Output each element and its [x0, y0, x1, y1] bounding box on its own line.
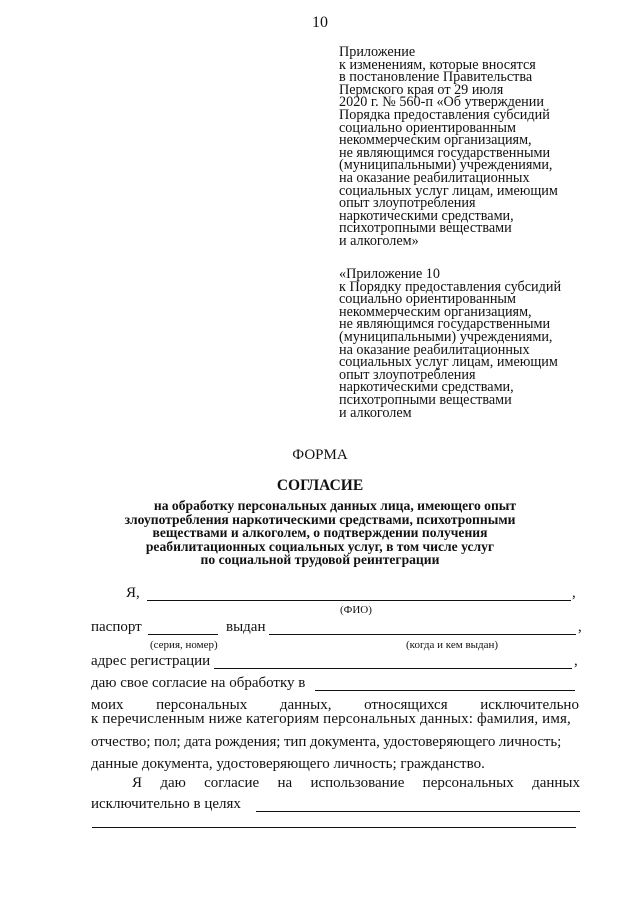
subtitle-line: по социальной трудовой реинтеграции: [200, 552, 440, 568]
body-line: данные документа, удостоверяющего личность; гражданство.: [91, 756, 485, 772]
appendix-note-line: к изменениям, которые вносятся: [339, 56, 536, 73]
document-title: СОГЛАСИЕ: [276, 477, 364, 494]
appendix-note-line: социальных услуг лицам, имеющим: [339, 182, 558, 199]
page-number: 10: [312, 14, 328, 31]
use-word: даю: [160, 775, 186, 791]
appendix-note-line: на оказание реабилитационных: [339, 169, 530, 186]
appendix-note-line: (муниципальными) учреждениями,: [339, 157, 553, 174]
justify-word: исключительно: [480, 697, 579, 713]
address-label: адрес регистрации: [91, 653, 211, 669]
appendix-10-line: наркотическими средствами,: [339, 379, 514, 396]
appendix-10-note: [339, 268, 639, 419]
subtitle-line: на обработку персональных данных лица, имеющего опыт: [153, 498, 517, 513]
issued-hint: (когда и кем выдан): [406, 639, 499, 651]
subtitle-line: злоупотребления наркотическими средствами, психотропными: [124, 511, 516, 527]
appendix-note-line: в постановление Правительства: [339, 69, 533, 86]
consent-label: даю свое согласие на обработку в: [91, 675, 306, 691]
address-comma: ,: [574, 653, 578, 669]
appendix-10-line: некоммерческим организациям,: [339, 303, 532, 320]
fio-comma: ,: [572, 585, 576, 601]
appendix-note-line: Порядка предоставления субсидий: [339, 106, 550, 123]
fio-hint: (ФИО): [340, 604, 372, 616]
appendix-note-line: 2020 г. № 560-п «Об утверждении: [339, 94, 544, 111]
series-hint: (серия, номер): [150, 639, 218, 651]
issued-label: выдан: [226, 619, 266, 635]
appendix-10-line: социальных услуг лицам, имеющим: [339, 354, 558, 371]
appendix-10-line: на оказание реабилитационных: [339, 341, 530, 358]
appendix-10-line: опыт злоупотребления: [339, 366, 476, 383]
passport-issued-field[interactable]: [269, 634, 576, 635]
appendix-note: [339, 46, 639, 248]
address-field[interactable]: [214, 668, 572, 669]
use-word: персональных: [422, 775, 514, 791]
justify-word: персональных: [156, 697, 248, 713]
purpose-label: исключительно в целях: [91, 796, 241, 812]
passport-series-field[interactable]: [148, 634, 218, 635]
appendix-10-line: и алкоголем: [339, 404, 412, 421]
use-consent-row: [132, 775, 580, 792]
passport-comma: ,: [578, 619, 582, 635]
passport-label: паспорт: [91, 619, 142, 635]
body-line: к перечисленным ниже категориям персональных данных: фамилия, имя,: [91, 711, 571, 727]
use-word: использование: [310, 775, 405, 791]
appendix-note-line: Пермского края от 29 июля: [339, 81, 504, 98]
appendix-10-line: не являющимся государственными: [339, 316, 551, 333]
appendix-10-line: социально ориентированным: [339, 291, 516, 308]
appendix-10-line: психотропными веществами: [339, 391, 512, 408]
appendix-10-line: (муниципальными) учреждениями,: [339, 328, 553, 345]
appendix-10-line: к Порядку предоставления субсидий: [339, 278, 562, 295]
appendix-note-line: психотропными веществами: [339, 220, 512, 237]
purpose-field-continued[interactable]: [92, 827, 576, 828]
form-label: ФОРМА: [292, 447, 348, 463]
document-subtitle: [0, 499, 640, 567]
use-word: согласие: [204, 775, 260, 791]
appendix-note-line: наркотическими средствами,: [339, 207, 514, 224]
fio-field[interactable]: [147, 600, 571, 601]
justify-word: данных,: [279, 697, 332, 713]
i-label: Я,: [126, 585, 140, 601]
appendix-note-line: социально ориентированным: [339, 119, 516, 136]
appendix-10-line: «Приложение 10: [339, 266, 440, 282]
use-word: данных: [532, 775, 580, 791]
justify-word: относящихся: [364, 697, 448, 713]
purpose-field[interactable]: [256, 811, 580, 812]
operator-field[interactable]: [315, 690, 575, 691]
appendix-note-line: некоммерческим организациям,: [339, 132, 532, 149]
appendix-note-line: Приложение: [339, 44, 416, 60]
use-word: Я: [132, 775, 143, 791]
appendix-note-line: опыт злоупотребления: [339, 195, 476, 212]
use-word: на: [277, 775, 293, 791]
appendix-note-line: и алкоголем»: [339, 232, 419, 249]
body-line: отчество; пол; дата рождения; тип документа, удостоверяющего личность;: [91, 734, 562, 750]
justify-word: моих: [91, 697, 124, 713]
appendix-note-line: не являющимся государственными: [339, 144, 551, 161]
subtitle-line: реабилитационных социальных услуг, в том числе услуг: [145, 538, 495, 554]
subtitle-line: веществами и алкоголем, о подтверждении получения: [152, 525, 488, 541]
